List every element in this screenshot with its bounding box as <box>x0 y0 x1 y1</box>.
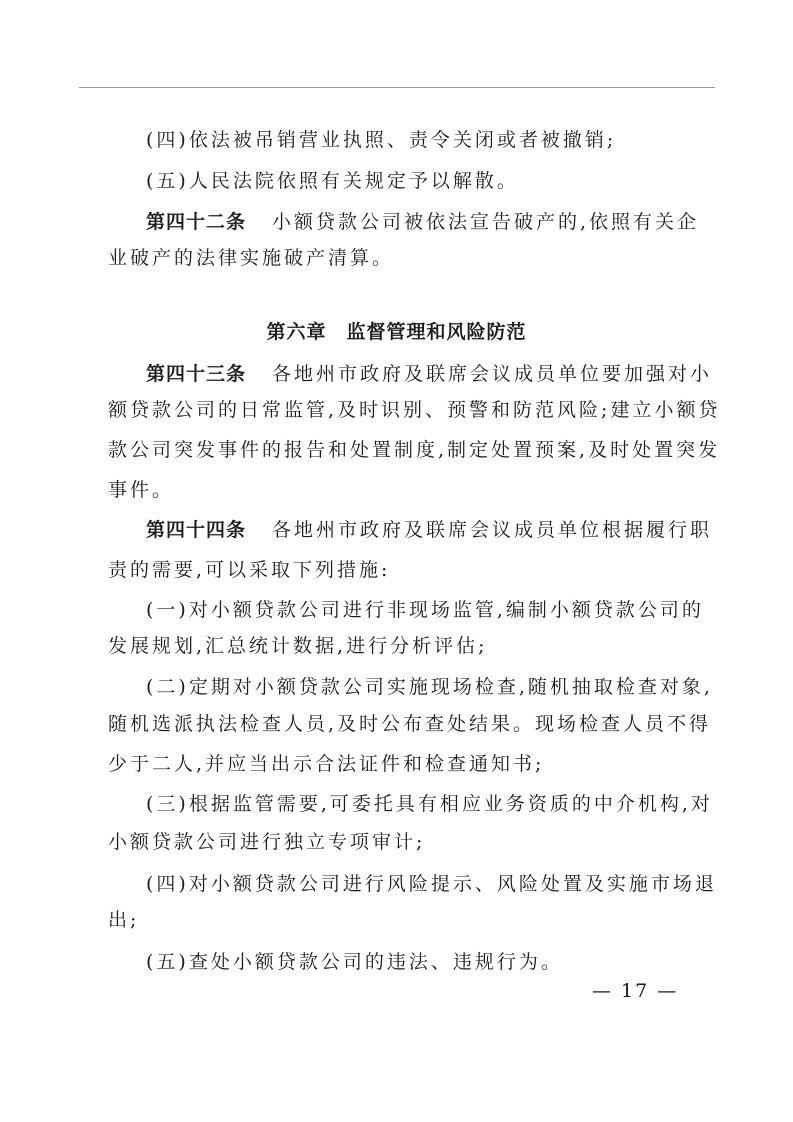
chapter-title: 第六章 监督管理和风险防范 <box>266 321 527 343</box>
page-number: — 17 — <box>592 980 679 1002</box>
text-line: (一)对小额贷款公司进行非现场监管,编制小额贷款公司的 <box>146 599 704 621</box>
text-line: (四)依法被吊销营业执照、责令关闭或者被撤销; <box>146 129 617 151</box>
text-line: (五)人民法院依照有关规定予以解散。 <box>146 170 519 192</box>
article-42-line: 第四十二条 小额贷款公司被依法宣告破产的,依照有关企 <box>146 211 700 233</box>
text-line: 出; <box>108 909 140 931</box>
text-line: 发展规划,汇总统计数据,进行分析评估; <box>108 635 488 657</box>
text-line: (三)根据监管需要,可委托具有相应业务资质的中介机构,对 <box>146 793 713 815</box>
header-rule <box>79 87 715 88</box>
text-line: (二)定期对小额贷款公司实施现场检查,随机抽取检查对象, <box>146 676 713 698</box>
text-line: 小额贷款公司进行独立专项审计; <box>108 831 426 853</box>
text-line: 额贷款公司的日常监管,及时识别、预警和防范风险;建立小额贷 <box>108 399 721 421</box>
text-line: 责的需要,可以采取下列措施: <box>108 559 391 581</box>
text-line: (五)查处小额贷款公司的违法、违规行为。 <box>146 951 563 973</box>
text-line: 事件。 <box>108 479 175 501</box>
article-heading: 第四十三条 <box>146 363 247 385</box>
article-44-line: 第四十四条 各地州市政府及联席会议成员单位根据履行职 <box>146 519 713 541</box>
article-heading: 第四十二条 <box>146 211 247 233</box>
article-43-line: 第四十三条 各地州市政府及联席会议成员单位要加强对小 <box>146 363 713 385</box>
text-line: (四)对小额贷款公司进行风险提示、风险处置及实施市场退 <box>146 873 717 895</box>
text-line: 少于二人,并应当出示合法证件和检查通知书; <box>108 753 545 775</box>
text-line: 随机选派执法检查人员,及时公布查处结果。现场检查人员不得 <box>108 713 712 735</box>
text-line: 业破产的法律实施破产清算。 <box>108 247 395 269</box>
text-line: 款公司突发事件的报告和处置制度,制定处置预案,及时处置突发 <box>108 439 721 461</box>
article-heading: 第四十四条 <box>146 519 247 541</box>
